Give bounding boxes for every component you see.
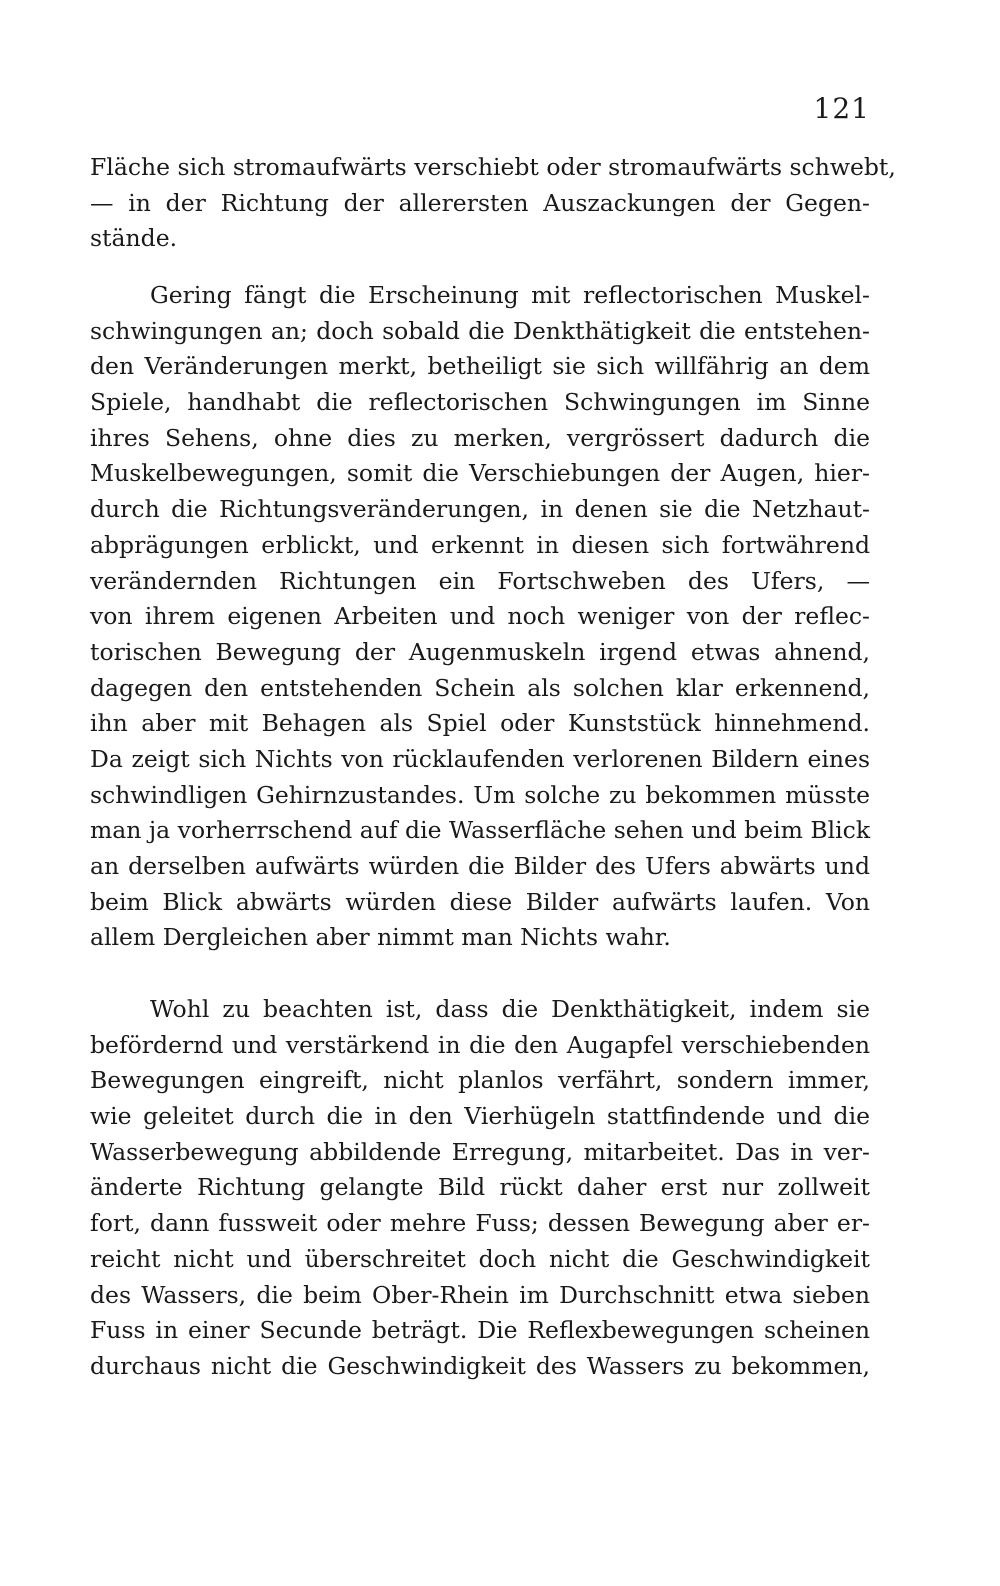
text-line: dagegen den entstehenden Schein als solchen klar erkennend, — [90, 673, 870, 702]
text-line: des Wassers, die beim Ober-Rhein im Durchschnitt etwa sieben — [90, 1280, 870, 1309]
text-line: den Veränderungen merkt, betheiligt sie sich willfährig an dem — [90, 352, 870, 381]
text-line: beim Blick abwärts würden diese Bilder aufwärts laufen. Von — [90, 887, 870, 916]
text-line: durch die Richtungsveränderungen, in denen sie die Netzhaut- — [90, 495, 870, 524]
text-line: man ja vorherrschend auf die Wasserfläche sehen und beim Blick — [90, 816, 871, 845]
text-line: befördernd und verstärkend in die den Augapfel verschiebenden — [90, 1030, 870, 1059]
text-line: Wasserbewegung abbildende Erregung, mitarbeitet. Das in ver- — [90, 1137, 870, 1166]
text-line: schwingungen an; doch sobald die Denkthätigkeit die entstehen- — [90, 316, 870, 345]
text-line: Wohl zu beachten ist, dass die Denkthätigkeit, indem sie — [150, 995, 870, 1023]
text-line: schwindligen Gehirnzustandes. Um solche zu bekommen müsste — [90, 780, 870, 809]
paragraph-1 — [90, 150, 896, 257]
text-line: abprägungen erblickt, und erkennt in diesen sich fortwährend — [90, 530, 870, 559]
page-number: 121 — [813, 92, 870, 125]
paragraph-3 — [90, 992, 870, 1385]
text-line: torischen Bewegung der Augenmuskeln irgend etwas ahnend, — [90, 637, 870, 666]
text-line: stände. — [90, 224, 178, 253]
text-line: wie geleitet durch die in den Vierhügeln stattfindende und die — [90, 1102, 870, 1131]
text-line: Fuss in einer Secunde beträgt. Die Reflexbewegungen scheinen — [90, 1316, 870, 1345]
text-line: Da zeigt sich Nichts von rücklaufenden verlorenen Bildern eines — [90, 744, 870, 773]
text-line: Spiele, handhabt die reflectorischen Schwingungen im Sinne — [90, 388, 870, 417]
text-line: fort, dann fussweit oder mehre Fuss; dessen Bewegung aber er- — [90, 1209, 870, 1238]
text-line: Bewegungen eingreift, nicht planlos verfährt, sondern immer, — [90, 1066, 870, 1095]
text-line: von ihrem eigenen Arbeiten und noch weniger von der reflec- — [90, 602, 870, 631]
text-line: durchaus nicht die Geschwindigkeit des Wassers zu bekommen, — [90, 1351, 870, 1380]
paragraph-2 — [90, 278, 870, 956]
text-line: allem Dergleichen aber nimmt man Nichts wahr. — [90, 923, 671, 952]
text-line: — in der Richtung der allerersten Auszackungen der Gegen- — [90, 188, 870, 217]
text-line: ihn aber mit Behagen als Spiel oder Kunststück hinnehmend. — [90, 709, 870, 738]
text-line: Fläche sich stromaufwärts verschiebt oder stromaufwärts schwebt, — [90, 153, 896, 181]
text-line: Gering fängt die Erscheinung mit reflectorischen Muskel- — [150, 281, 870, 309]
text-line: änderte Richtung gelangte Bild rückt daher erst nur zollweit — [90, 1173, 870, 1202]
text-line: ihres Sehens, ohne dies zu merken, vergrössert dadurch die — [90, 423, 870, 452]
text-line: reicht nicht und überschreitet doch nicht die Geschwindigkeit — [90, 1244, 870, 1273]
text-line: verändernden Richtungen ein Fortschweben des Ufers, — — [90, 566, 870, 595]
text-line: an derselben aufwärts würden die Bilder des Ufers abwärts und — [90, 852, 870, 880]
text-line: Muskelbewegungen, somit die Verschiebungen der Augen, hier- — [90, 459, 870, 488]
